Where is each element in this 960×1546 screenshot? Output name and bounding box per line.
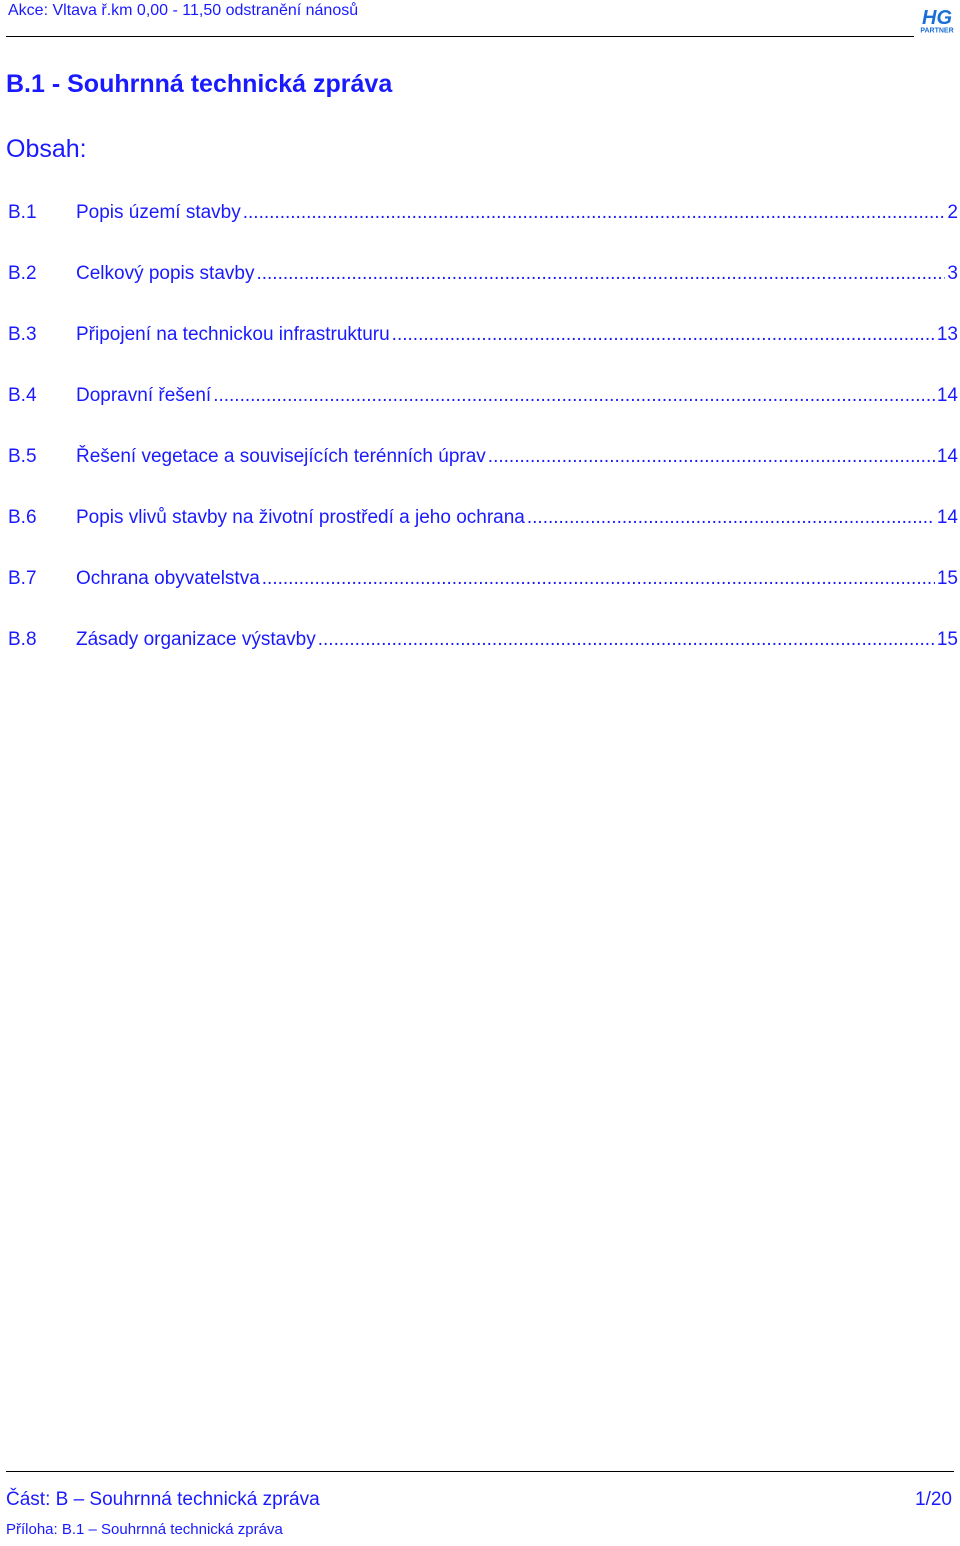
header-divider (6, 36, 914, 37)
toc-label: Zásady organizace výstavby (76, 629, 316, 650)
toc-entry[interactable] (8, 568, 958, 594)
toc-entry[interactable] (8, 263, 958, 289)
toc-page: 2 (947, 202, 958, 223)
toc-number: B.1 (8, 202, 37, 223)
footer-divider (6, 1471, 954, 1472)
toc-label: Popis území stavby (76, 202, 241, 223)
toc-number: B.5 (8, 446, 37, 467)
toc-leader (392, 324, 935, 346)
toc-number: B.8 (8, 629, 37, 650)
toc-number: B.2 (8, 263, 37, 284)
toc-heading: Obsah: (6, 135, 87, 163)
toc-number: B.7 (8, 568, 37, 589)
toc-label: Ochrana obyvatelstva (76, 568, 260, 589)
toc-leader (527, 507, 935, 529)
toc-leader (318, 629, 935, 651)
toc-leader (262, 568, 935, 590)
toc-page: 13 (936, 324, 958, 345)
toc-number: B.6 (8, 507, 37, 528)
toc-number: B.3 (8, 324, 37, 345)
footer-appendix-label: Příloha: B.1 – Souhrnná technická zpráva (6, 1521, 283, 1538)
toc-leader (243, 202, 946, 224)
toc-page: 14 (936, 446, 958, 467)
toc-label: Popis vlivů stavby na životní prostředí a jeho ochrana (76, 507, 525, 528)
toc-entry[interactable] (8, 202, 958, 228)
hg-partner-logo-icon (918, 5, 956, 34)
toc-entry[interactable] (8, 385, 958, 411)
footer-part-label: Část: B – Souhrnná technická zpráva (6, 1489, 320, 1510)
document-title: B.1 - Souhrnná technická zpráva (6, 70, 393, 98)
toc-page: 14 (936, 385, 958, 406)
toc-label: Dopravní řešení (76, 385, 212, 406)
toc-label: Připojení na technickou infrastrukturu (76, 324, 390, 345)
toc-label: Celkový popis stavby (76, 263, 255, 284)
toc-entry[interactable] (8, 629, 958, 655)
toc-page: 14 (936, 507, 958, 528)
toc-leader (213, 385, 935, 407)
toc-page: 3 (947, 263, 958, 284)
toc-leader (488, 446, 935, 468)
toc-number: B.4 (8, 385, 37, 406)
toc-leader (256, 263, 945, 285)
toc-entry[interactable] (8, 446, 958, 472)
toc-page: 15 (936, 568, 958, 589)
page-number: 1/20 (915, 1489, 952, 1510)
toc-page: 15 (936, 629, 958, 650)
toc-label: Řešení vegetace a souvisejících terénních úprav (76, 446, 486, 467)
project-name: Akce: Vltava ř.km 0,00 - 11,50 odstranění nánosů (8, 2, 359, 19)
logo-subtitle: PARTNER (920, 27, 954, 34)
logo-letters: HG (922, 7, 952, 29)
toc-entry[interactable] (8, 507, 958, 533)
toc-entry[interactable] (8, 324, 958, 350)
